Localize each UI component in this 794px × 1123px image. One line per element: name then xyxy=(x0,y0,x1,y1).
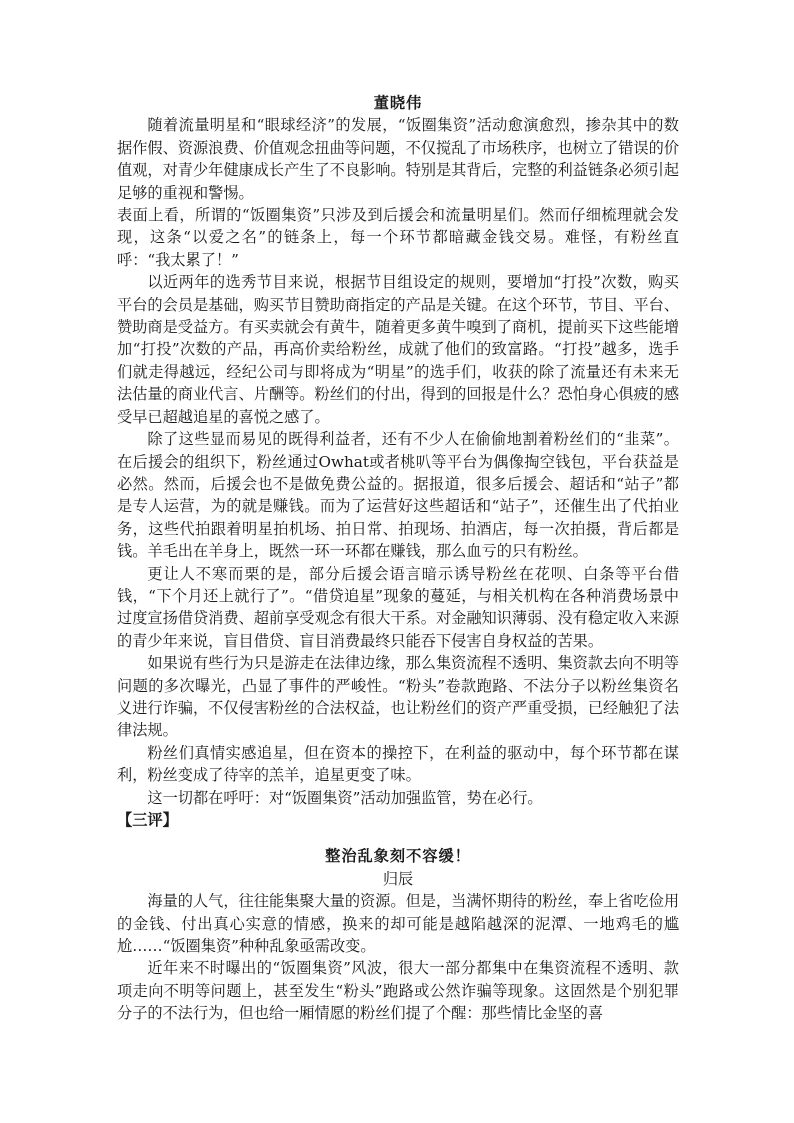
article1-paragraph-6: 如果说有些行为只是游走在法律边缘，那么集资流程不透明、集资款去向不明等问题的多次曝光，凸显了事件的严峻性。“粉头”卷款跑路、不法分子以粉丝集资名义进行诈骗，不仅侵害粉丝的合法权益，也让粉丝们的资产严重受损，已经触犯了法律法规。 xyxy=(117,654,679,740)
article1-paragraph-2: 表面上看，所谓的“饭圈集资”只涉及到后援会和流量明星们。然而仔细梳理就会发现，这条“以爱之名”的链条上，每一个环节都暗藏金钱交易。难怪，有粉丝直呼：“我太累了！” xyxy=(117,206,679,269)
article2-paragraph-2: 近年来不时曝出的“饭圈集资”风波，很大一部分都集中在集资流程不透明、款项走向不明等问题上，甚至发生“粉头”跑路或公然诈骗等现象。这固然是个别犯罪分子的不法行为，但也给一厢情愿的粉丝们提了个醒：那些情比金坚的喜 xyxy=(117,959,679,1023)
article2-paragraph-1: 海量的人气，往往能集聚大量的资源。但是，当满怀期待的粉丝，奉上省吃俭用的金钱、付出真心实意的情感，换来的却可能是越陷越深的泥潭、一地鸡毛的尴尬……“饭圈集资”种种乱象亟需改变。 xyxy=(117,892,679,956)
article2-author: 归辰 xyxy=(382,869,414,888)
article1-paragraph-8: 这一切都在呼吁：对“饭圈集资”活动加强监管，势在必行。 xyxy=(147,788,543,807)
article1-paragraph-4: 除了这些显而易见的既得利益者，还有不少人在偷偷地割着粉丝们的“韭菜”。在后援会的组织下，粉丝通过Owhat或者桃叭等平台为偶像掏空钱包，平台获益是必然。然而，后援会也不是做免费公益的。据报道，很多后援会、超话和“站子”都是专人运营，为的就是赚钱。而为了运营好这些超话和“站子”，还催生出了代拍业务，这些代拍跟着明星拍机场、拍日常、拍现场、拍酒店，每一次拍摄，背后都是钱。羊毛出在羊身上，既然一环一环都在赚钱，那么血亏的只有粉丝。 xyxy=(117,430,679,561)
article1-paragraph-7: 粉丝们真情实感追星，但在资本的操控下，在利益的驱动中，每个环节都在谋利，粉丝变成了待宰的羔羊，追星更变了味。 xyxy=(117,743,679,785)
article1-paragraph-1: 随着流量明星和“眼球经济”的发展，“饭圈集资”活动愈演愈烈，掺杂其中的数据作假、资源浪费、价值观念扭曲等问题，不仅搅乱了市场秩序，也树立了错误的价值观，对青少年健康成长产生了不良影响。特别是其背后，完整的利益链条必须引起足够的重视和警惕。 xyxy=(117,116,679,202)
section-label: 【三评】 xyxy=(117,811,178,829)
article1-paragraph-5: 更让人不寒而栗的是，部分后援会语言暗示诱导粉丝在花呗、白条等平台借钱，“下个月还上就行了”。“借贷追星”现象的蔓延，与相关机构在各种消费场景中过度宣扬借贷消费、超前享受观念有很大干系。对金融知识薄弱、没有稳定收入来源的青少年来说，盲目借贷、盲目消费最终只能吞下侵害自身权益的苦果。 xyxy=(117,564,679,650)
article2-title: 整治乱象刻不容缓！ xyxy=(325,847,471,866)
article1-author: 董晓伟 xyxy=(373,94,423,112)
document-page xyxy=(117,92,679,1025)
article1-paragraph-3: 以近两年的选秀节目来说，根据节目组设定的规则，要增加“打投”次数，购买平台的会员是基础，购买节目赞助商指定的产品是关键。在这个环节，节目、平台、赞助商是受益方。有买卖就会有黄牛，随着更多黄牛嗅到了商机，提前买下这些能增加“打投”次数的产品，再高价卖给粉丝，成就了他们的致富路。“打投”越多，选手们就走得越远，经纪公司与即将成为“明星”的选手们，收获的除了流量还有未来无法估量的商业代言、片酬等。粉丝们的付出，得到的回报是什么？恐怕身心俱疲的感受早已超越追星的喜悦之感了。 xyxy=(117,273,679,426)
